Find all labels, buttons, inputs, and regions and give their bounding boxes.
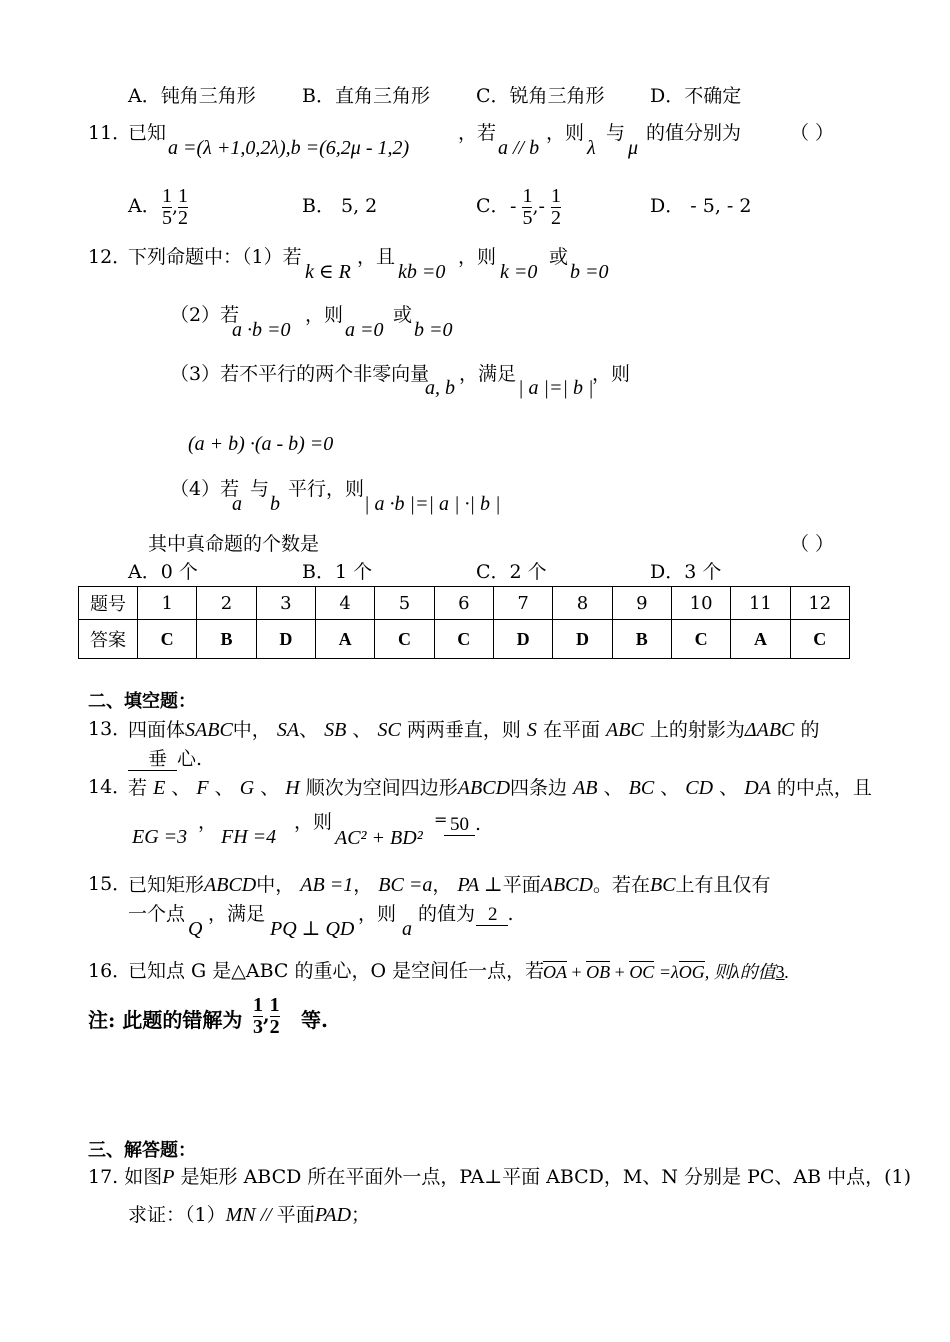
- q14-answer-wrap: 50 .: [444, 815, 481, 834]
- table-cell: 1: [138, 587, 197, 620]
- q11-option-c-value: - $\frac{1}{5}$ ,- $\frac{1}{2}$: [510, 185, 561, 229]
- q15-perp: PQ ⊥ QD: [270, 918, 355, 940]
- q12-line4-b: b: [270, 493, 280, 515]
- q11-text-1: 已知: [128, 122, 167, 144]
- q12-line1-text-2: ，且: [357, 246, 396, 268]
- table-cell: 5: [375, 587, 434, 620]
- table-header-number: 题号: [79, 587, 138, 620]
- q12-line2-text-3: 或: [393, 304, 413, 326]
- q12-line2-a0: a =0: [345, 319, 384, 341]
- table-cell-answer: A: [731, 620, 790, 659]
- table-cell: 8: [553, 587, 612, 620]
- note-end: 等.: [301, 1008, 328, 1032]
- q11-vectors-ab: a =(λ +1,0,2λ),b =(6,2μ - 1,2): [168, 137, 410, 159]
- table-cell-answer: D: [256, 620, 315, 659]
- q10-option-c: C．锐角三角形: [476, 85, 605, 107]
- q12-line3-text-3: ，则: [592, 363, 631, 385]
- q12-option-c: C．2 个: [476, 561, 547, 583]
- q12-line3-ab: a, b: [425, 377, 455, 399]
- q10-option-d: D．不确定: [650, 85, 742, 107]
- q14-number: 14．: [88, 776, 132, 798]
- q13-number: 13．: [88, 718, 132, 740]
- q12-line1-b0: b =0: [570, 261, 609, 283]
- vector-oa: OA: [543, 962, 567, 982]
- q14-answer: 50: [444, 814, 475, 836]
- table-cell-answer: C: [671, 620, 730, 659]
- q15-line2-text-1: 一个点: [128, 903, 186, 925]
- q11-number: 11．: [88, 122, 132, 144]
- table-cell-answer: B: [612, 620, 671, 659]
- q11-parallel: a // b: [498, 137, 540, 159]
- q12-line4-inequality: | a ·b |=| a | ·| b |: [364, 493, 501, 515]
- q11-text-2: ，若: [458, 122, 497, 144]
- q15-line2-text-2: ，满足: [208, 903, 266, 925]
- q13-line2: 垂 心.: [128, 750, 202, 769]
- q14-line1: 若 E 、 F 、 G 、 H 顺次为空间四边形ABCD四条边 AB 、 BC 、 CD 、 DA 的中点，且: [128, 777, 872, 799]
- q12-line1-text-4: 或: [549, 246, 569, 268]
- q13-answer: 垂: [128, 748, 177, 771]
- vector-ob: OB: [586, 962, 611, 982]
- table-cell: 11: [731, 587, 790, 620]
- vector-og: OG: [678, 962, 705, 982]
- q15-a: a: [402, 918, 412, 940]
- q15-answer-wrap: 2 .: [476, 905, 514, 924]
- q14-then: ，则: [294, 811, 333, 833]
- q12-line3-abs-equal: | a |=| b |: [518, 377, 594, 399]
- q12-number: 12．: [88, 246, 132, 268]
- q12-line2-text-2: ，则: [305, 304, 344, 326]
- q15-q: Q: [188, 918, 203, 940]
- q12-line3-text-2: ，满足: [459, 363, 517, 385]
- section-heading-solve: 三、解答题：: [88, 1140, 196, 1161]
- answer-table: [78, 586, 850, 659]
- q11-option-a-label: A．: [128, 195, 161, 217]
- q12-answer-paren: （ ）: [790, 533, 835, 555]
- q12-line2-dot: a ·b =0: [232, 319, 291, 341]
- q17-line2: 求证：（1）MN // 平面PAD；: [128, 1204, 371, 1226]
- q10-option-b: B．直角三角形: [302, 85, 430, 107]
- q15-number: 15．: [88, 873, 132, 895]
- q11-option-d: D． - 5, - 2: [650, 195, 752, 217]
- q12-line2-b0: b =0: [414, 319, 453, 341]
- q11-option-b: B． 5, 2: [302, 195, 378, 217]
- q12-line3-text-1: （3）若不平行的两个非零向量: [170, 363, 430, 385]
- q12-option-a: A．0 个: [128, 561, 198, 583]
- q12-line4-a: a: [232, 493, 242, 515]
- q13-line1: 四面体SABC中， SA、 SB 、 SC 两两垂直，则 S 在平面 ABC 上的射影为ΔABC 的: [128, 719, 820, 741]
- q11-answer-paren: （ ）: [790, 122, 835, 144]
- q12-line1-text-3: ，则: [458, 246, 497, 268]
- q12-question: 其中真命题的个数是: [148, 533, 320, 555]
- q17-line1: 17. 如图P 是矩形 ABCD 所在平面外一点，PA⊥平面 ABCD，M、N 分别是 PC、AB 中点，(1): [88, 1166, 912, 1188]
- q11-text-4: 与: [606, 122, 626, 144]
- answer-table-answer-row: [79, 620, 850, 659]
- q15-line1: 已知矩形ABCD中， AB =1， BC =a， PA ⊥平面ABCD。若在BC上有且仅有: [128, 874, 771, 896]
- q14-eg: EG =3: [132, 826, 188, 848]
- q12-line1-text-1: 下列命题中：（1）若: [128, 246, 302, 268]
- table-cell-answer: B: [197, 620, 256, 659]
- table-header-answer: 答案: [79, 620, 138, 659]
- q12-line1-k-in-r: k ∈ R: [305, 261, 351, 283]
- answer-table-number-row: [79, 587, 850, 620]
- note-label: 注: 此题的错解为: [88, 1008, 243, 1032]
- q12-line4-text-2: 与: [250, 478, 270, 500]
- table-cell: 3: [256, 587, 315, 620]
- q16-vector-equation: OA + OB + OC =λOG, 则λ的值3.: [543, 962, 790, 982]
- q16-text: 已知点 G 是△ABC 的重心，O 是空间任一点，若: [128, 960, 545, 982]
- q14-sum-squares: AC² + BD²: [335, 827, 423, 849]
- q12-option-b: B．1 个: [302, 561, 373, 583]
- table-cell-answer: C: [375, 620, 434, 659]
- q12-line4-text-1: （4）若: [170, 478, 240, 500]
- q11-option-c-label: C．: [476, 195, 510, 217]
- q12-line4-text-3: 平行，则: [288, 478, 365, 500]
- table-cell: 9: [612, 587, 671, 620]
- q12-line1-k0: k =0: [500, 261, 538, 283]
- table-cell: 10: [671, 587, 730, 620]
- q11-mu: μ: [628, 137, 639, 159]
- table-cell: 6: [434, 587, 493, 620]
- q12-line2-text-1: （2）若: [170, 304, 240, 326]
- table-cell-answer: C: [790, 620, 849, 659]
- q12-line1-kb: kb =0: [398, 261, 446, 283]
- q10-option-a: A．钝角三角形: [128, 85, 256, 107]
- q12-option-d: D．3 个: [650, 561, 722, 583]
- q14-fh: FH =4: [221, 826, 277, 848]
- q11-lambda: λ: [587, 137, 596, 159]
- q14-comma: ，: [198, 811, 218, 833]
- table-cell: 4: [315, 587, 374, 620]
- q11-text-3: ，则: [546, 122, 585, 144]
- section-heading-fill-in: 二、填空题：: [88, 691, 196, 712]
- table-cell-answer: C: [138, 620, 197, 659]
- q11-text-5: 的值分别为: [646, 122, 742, 144]
- q12-line3-expression: (a + b) ·(a - b) =0: [188, 433, 334, 455]
- q11-option-a-value: $\frac{1}{5}$ , $\frac{1}{2}$: [162, 185, 189, 229]
- table-cell-answer: C: [434, 620, 493, 659]
- q15-line2-text-3: ，则: [358, 903, 397, 925]
- table-cell-answer: A: [315, 620, 374, 659]
- vector-oc: OC: [629, 962, 655, 982]
- q14-equals: =: [434, 810, 448, 829]
- table-cell: 2: [197, 587, 256, 620]
- table-cell: 12: [790, 587, 849, 620]
- q16-number: 16．: [88, 960, 132, 982]
- q16-answer: 3: [775, 962, 785, 982]
- table-cell: 7: [493, 587, 552, 620]
- q15-line2-text-4: 的值为: [418, 903, 476, 925]
- note-fractions: $\frac{1}{3}$ , $\frac{1}{2}$: [253, 994, 280, 1038]
- q15-answer: 2: [476, 904, 508, 926]
- table-cell-answer: D: [493, 620, 552, 659]
- table-cell-answer: D: [553, 620, 612, 659]
